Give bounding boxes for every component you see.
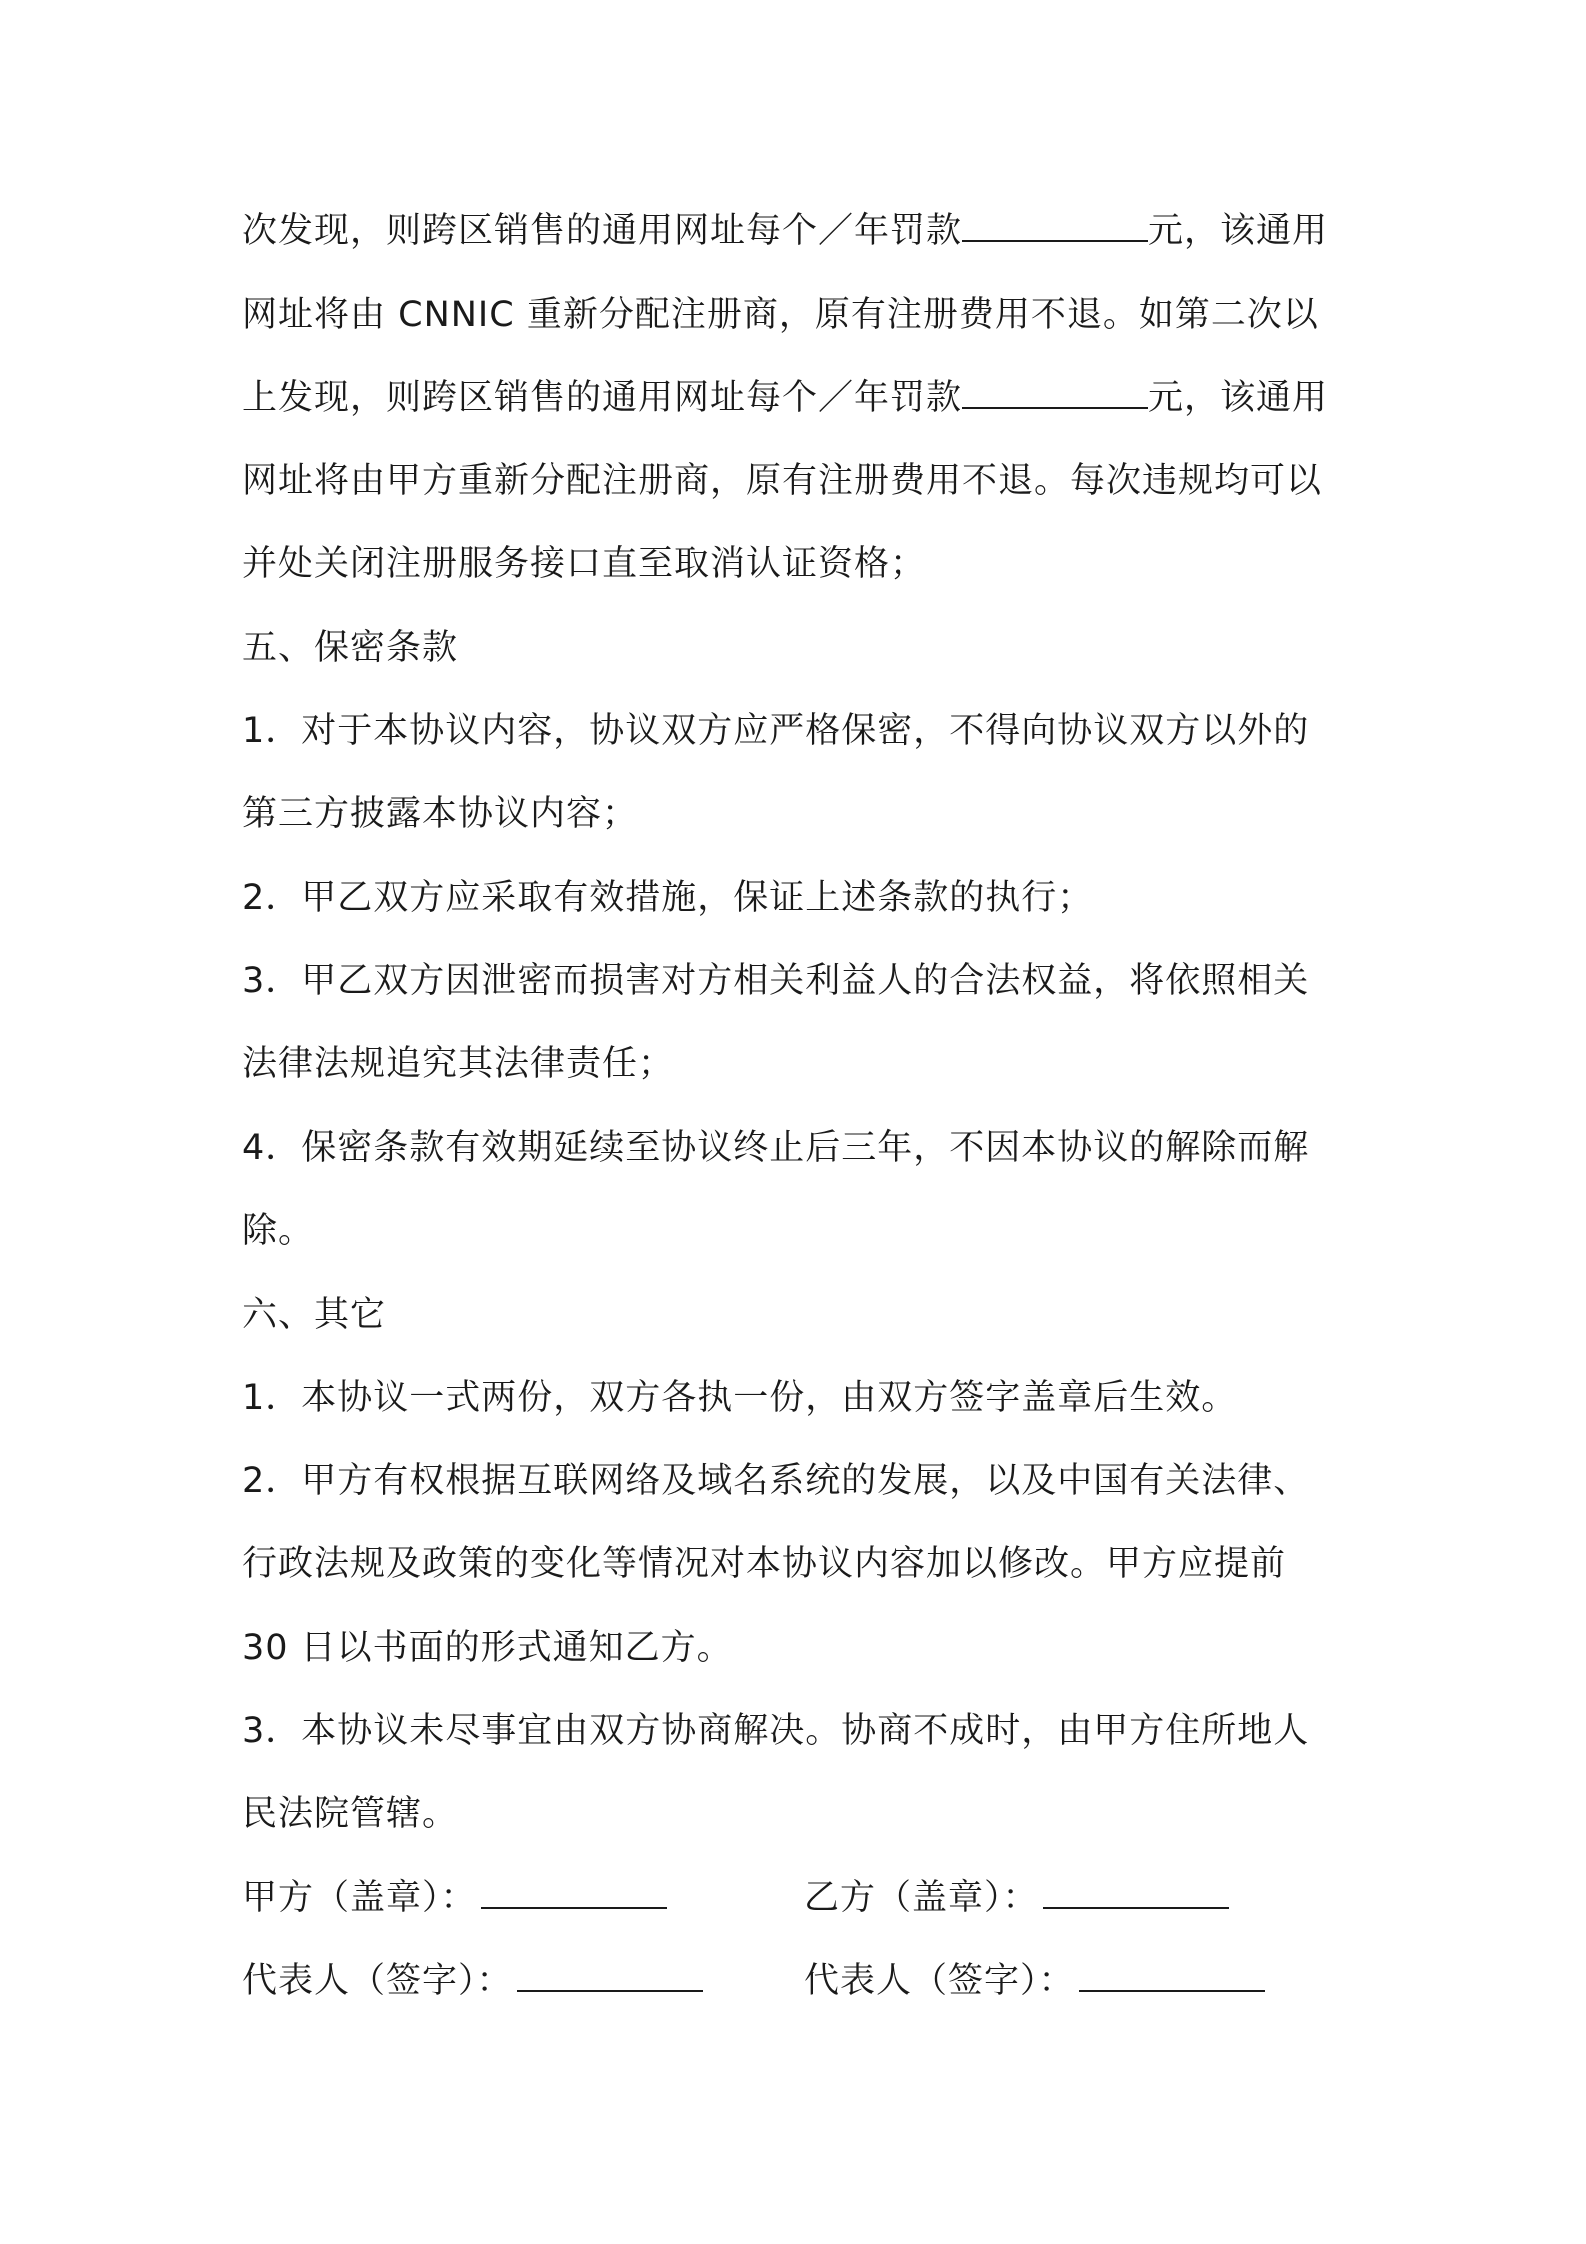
party-b-rep-blank [1079,1958,1265,1992]
paragraph-line: 3．甲乙双方因泄密而损害对方相关利益人的合法权益，将依照相关 [242,961,1310,1001]
paragraph-line [242,207,1362,255]
paragraph-line: 30 日以书面的形式通知乙方。 [242,1628,733,1668]
section-heading: 五、保密条款 [242,628,459,668]
paragraph-line: 2．甲方有权根据互联网络及域名系统的发展，以及中国有关法律、 [242,1461,1310,1501]
paragraph-line: 2．甲乙双方应采取有效措施，保证上述条款的执行； [242,878,1094,918]
paragraph-line: 4．保密条款有效期延续至协议终止后三年，不因本协议的解除而解 [242,1128,1310,1168]
paragraph-line [242,374,1362,422]
fill-in-blank [962,208,1148,242]
paragraph-line: 第三方披露本协议内容； [242,794,639,834]
text-segment: 上发现，则跨区销售的通用网址每个／年罚款 [242,378,963,418]
party-a-rep-label: 代表人（签字）： [242,1961,513,2001]
party-b-seal-line [804,1874,1229,1922]
paragraph-line: 行政法规及政策的变化等情况对本协议内容加以修改。甲方应提前 [242,1544,1287,1584]
party-a-seal-blank [481,1875,667,1909]
paragraph-line: 法律法规追究其法律责任； [242,1044,675,1084]
text-segment: 元，该通用 [1148,378,1329,418]
paragraph-line: 并处关闭注册服务接口直至取消认证资格； [242,544,927,584]
paragraph-line: 除。 [242,1211,315,1251]
paragraph-line: 网址将由 CNNIC 重新分配注册商，原有注册费用不退。如第二次以 [242,295,1319,335]
paragraph-line: 1．对于本协议内容，协议双方应严格保密，不得向协议双方以外的 [242,711,1310,751]
text-segment: 次发现，则跨区销售的通用网址每个／年罚款 [242,211,963,251]
paragraph-line: 网址将由甲方重新分配注册商，原有注册费用不退。每次违规均可以 [242,461,1323,501]
party-b-rep-line [804,1957,1265,2005]
party-a-seal-label: 甲方（盖章）： [242,1878,477,1918]
fill-in-blank [962,375,1148,409]
paragraph-line: 1．本协议一式两份，双方各执一份，由双方签字盖章后生效。 [242,1378,1238,1418]
party-b-seal-label: 乙方（盖章）： [804,1878,1039,1918]
paragraph-line: 民法院管辖。 [242,1794,459,1834]
party-b-seal-blank [1043,1875,1229,1909]
party-a-seal-line [242,1874,667,1922]
party-b-rep-label: 代表人（签字）： [804,1961,1075,2001]
party-a-rep-line [242,1957,703,2005]
text-segment: 元，该通用 [1148,211,1329,251]
paragraph-line: 3．本协议未尽事宜由双方协商解决。协商不成时，由甲方住所地人 [242,1711,1310,1751]
party-a-rep-blank [517,1958,703,1992]
section-heading: 六、其它 [242,1295,387,1335]
